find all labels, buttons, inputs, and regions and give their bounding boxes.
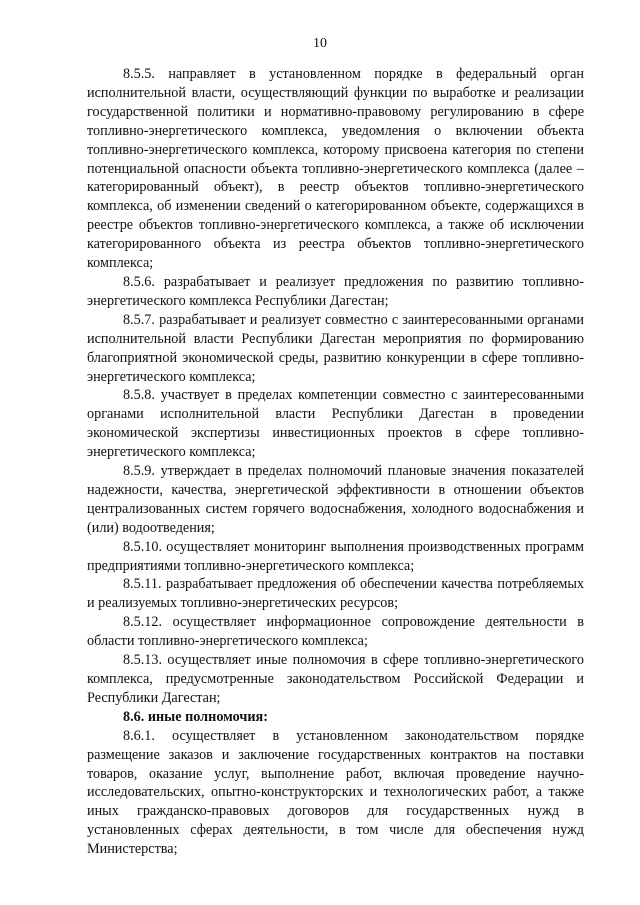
clause-text: осуществляет мониторинг выполнения производственных программ предприятиями топливно-энергетического комплекса; (87, 538, 585, 574)
section-heading: 8.6. иные полномочия: (123, 708, 268, 725)
clause-8-5-8 (87, 386, 584, 462)
clause-8-5-9 (87, 462, 584, 538)
clause-text: разрабатывает предложения об обеспечении качества потребляемых и реализуемых топливно-энергетических ресурсов; (87, 576, 585, 612)
clause-number: 8.5.11. (123, 576, 162, 593)
clause-8-5-10 (87, 538, 584, 576)
clause-number: 8.5.6. (123, 273, 155, 290)
clause-text: осуществляет информационное сопровождение деятельности в области топливно-энергетического комплекса; (87, 614, 585, 650)
clause-number: 8.5.10. (123, 538, 163, 555)
document-body (87, 65, 584, 859)
clause-number: 8.5.5. (123, 66, 155, 82)
section-heading-8-6 (87, 708, 584, 727)
clause-text: участвует в пределах компетенции совместно с заинтересованными органами исполнительной власти Республики Дагестан в проведении экономической экспертизы инвестиционных проектов в сфере топливно-энергетического комплекса; (87, 387, 585, 461)
clause-8-5-11 (87, 575, 584, 613)
clause-number: 8.6.1. (123, 727, 155, 744)
clause-text: разрабатывает и реализует предложения по развитию топливно-энергетического комплекса Республики Дагестан; (87, 273, 584, 309)
clause-text: осуществляет в установленном законодательством порядке размещение заказов и заключение государственных контрактов на поставки товаров, оказание услуг, выполнение работ, включая проведение научно-исследовательских, опытно-конструкторских и технологических работ, а также иных гражданско-правовых договоров для государственных нужд в установленных сферах деятельности, в том числе для обеспечения нужд Министерства; (87, 727, 585, 858)
clause-number: 8.5.13. (123, 652, 163, 669)
clause-8-5-13 (87, 651, 584, 708)
clause-text: направляет в установленном порядке в федеральный орган исполнительной власти, осуществляющий функции по выработке и реализации государственной политики и нормативно-правовому регулированию в сфере топливно-энергетического комплекса, уведомления о включении объекта топливно-энергетического комплекса, которому присвоена категория по степени потенциальной опасности объекта топливно-энергетического комплекса (далее – категорированный объект), в реестр объектов топливно-энергетического комплекса, об изменении сведений о категорированном объекте, содержащихся в реестре объектов топливно-энергетического комплекса, а также об исключении категорированного объекта из реестра объектов топливно-энергетического комплекса; (87, 66, 585, 272)
clause-text: утверждает в пределах полномочий плановые значения показателей надежности, качества, энергетической эффективности в отношении объектов централизованных систем горячего водоснабжения, холодного водоснабжения и (или) водоотведения; (87, 463, 585, 536)
clause-text: разрабатывает и реализует совместно с заинтересованными органами исполнительной власти Республики Дагестан мероприятия по формированию благоприятной экономической среды, развитию конкуренции в сфере топливно-энергетического комплекса; (87, 311, 585, 385)
clause-8-5-5 (87, 65, 584, 273)
page-number: 10 (313, 36, 327, 51)
clause-number: 8.5.8. (123, 387, 155, 404)
clause-text: осуществляет иные полномочия в сфере топливно-энергетического комплекса, предусмотренные законодательством Российской Федерации и Республики Дагестан; (87, 652, 584, 706)
clause-8-5-12 (87, 613, 584, 651)
clause-8-6-1 (87, 727, 584, 859)
clause-number: 8.5.12. (123, 614, 163, 631)
clause-number: 8.5.7. (123, 311, 155, 328)
clause-number: 8.5.9. (123, 463, 155, 480)
clause-8-5-7 (87, 311, 584, 387)
clause-8-5-6 (87, 273, 584, 311)
